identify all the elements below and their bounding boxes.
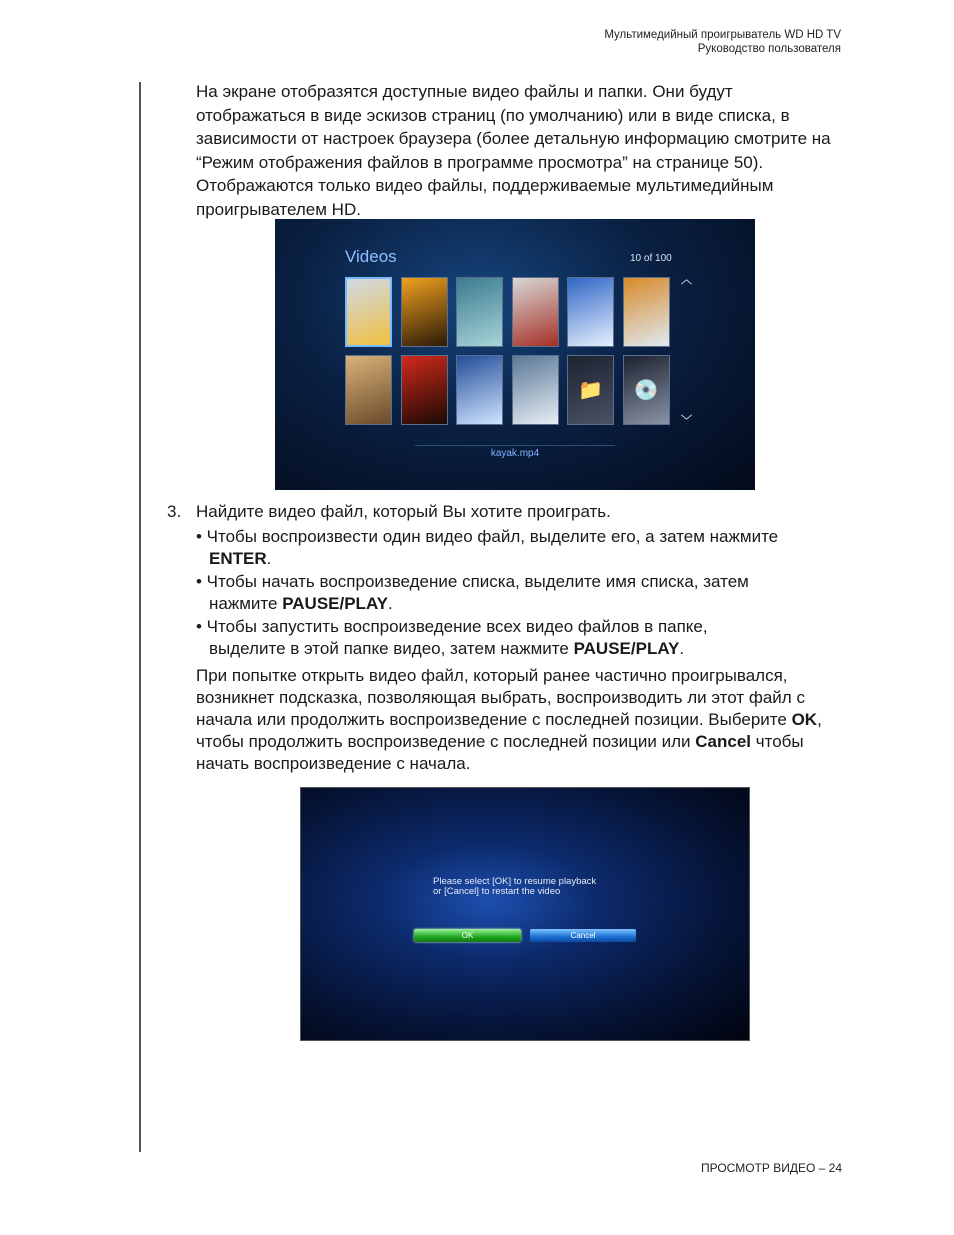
key-name: PAUSE/PLAY: [573, 639, 680, 658]
bullet-punct: .: [266, 549, 272, 568]
mountain-biker-thumb[interactable]: [512, 277, 559, 347]
header-doc-type: Руководство пользователя: [697, 43, 841, 55]
resume-prompt-message: [433, 877, 653, 897]
page-header: [604, 28, 841, 56]
folder-icon-glyph: 📁: [578, 379, 603, 402]
header-product: Мультимедийный проигрыватель WD HD TV: [604, 29, 841, 41]
bullet-list: [196, 526, 846, 661]
videos-title: Videos: [345, 247, 397, 266]
paragraph-text: , чтобы продолжить воспроизведение с последней позиции или: [196, 710, 822, 751]
margin-rule: [139, 82, 141, 1152]
resume-paragraph: [196, 665, 846, 775]
step-3: [167, 500, 847, 523]
kayak-thumb[interactable]: [345, 277, 392, 347]
bullet-text: нажмите: [209, 594, 278, 613]
paragraph-text: чтобы начать воспроизведение с начала.: [196, 732, 804, 773]
item-counter: 10 of 100: [630, 253, 672, 264]
bullet-item: [196, 616, 846, 660]
bullet-punct: .: [679, 639, 685, 658]
bmx-thumb[interactable]: [401, 355, 448, 425]
key-name: ENTER: [209, 549, 267, 568]
bullet-text: выделите в этой папке видео, затем нажмите: [209, 639, 569, 658]
chevron-down-icon[interactable]: ﹀: [681, 415, 692, 427]
thumbnail-grid: [345, 277, 670, 429]
disc-icon[interactable]: [623, 355, 670, 425]
surf-spray-thumb[interactable]: [512, 355, 559, 425]
page-footer: ПРОСМОТР ВИДЕО – 24: [700, 1161, 842, 1175]
cancel-keyword: Cancel: [695, 732, 752, 751]
wave-thumb[interactable]: [456, 277, 503, 347]
elephants-thumb[interactable]: [401, 277, 448, 347]
bullet-text: • Чтобы запустить воспроизведение всех видео файлов в папке,: [196, 617, 708, 636]
horses-thumb[interactable]: [345, 355, 392, 425]
jumper-thumb[interactable]: [567, 277, 614, 347]
tiger-thumb[interactable]: [623, 277, 670, 347]
selected-filename: kayak.mp4: [415, 445, 615, 459]
message-line: Please select [OK] to resume playback: [433, 876, 597, 887]
disc-icon-glyph: 💿: [633, 379, 659, 402]
paragraph-text: При попытке открыть видео файл, который ранее частично проигрывался, возникнет подсказка, позволяющая выбрать, воспроизводить ли этот файл с начала или продолжить воспроизведение с последней позиции. Выберите: [196, 666, 805, 729]
cancel-button[interactable]: Cancel: [530, 929, 636, 942]
folder-icon[interactable]: [567, 355, 614, 425]
step-text: Найдите видео файл, который Вы хотите проиграть.: [196, 502, 611, 521]
chevron-up-icon[interactable]: ︿: [681, 274, 692, 286]
bullet-item: [196, 526, 846, 570]
videos-browser-screenshot: [275, 219, 755, 490]
bullet-text: • Чтобы начать воспроизведение списка, выделите имя списка, затем: [196, 572, 749, 591]
key-name: PAUSE/PLAY: [282, 594, 388, 613]
snowboarder-thumb[interactable]: [456, 355, 503, 425]
bullet-punct: .: [388, 594, 393, 613]
ok-button[interactable]: OK: [414, 929, 521, 942]
bullet-text: • Чтобы воспроизвести один видео файл, выделите его, а затем нажмите: [196, 527, 779, 546]
bullet-item: [196, 571, 846, 615]
message-line: or [Cancel] to restart the video: [433, 886, 561, 897]
resume-prompt-screenshot: [300, 787, 750, 1041]
intro-paragraph: На экране отобразятся доступные видео файлы и папки. Они будут отображаться в виде эскизов страниц (по умолчанию) или в виде списка, в зависимости от настроек браузера (более детальную информацию смотрите на “Режим отображения файлов в программе просмотра” на странице 50). Отображаются только видео файлы, поддерживаемые мультимедийным проигрывателем HD.: [196, 82, 831, 219]
ok-keyword: OK: [791, 710, 818, 729]
step-number: 3.: [167, 502, 182, 521]
